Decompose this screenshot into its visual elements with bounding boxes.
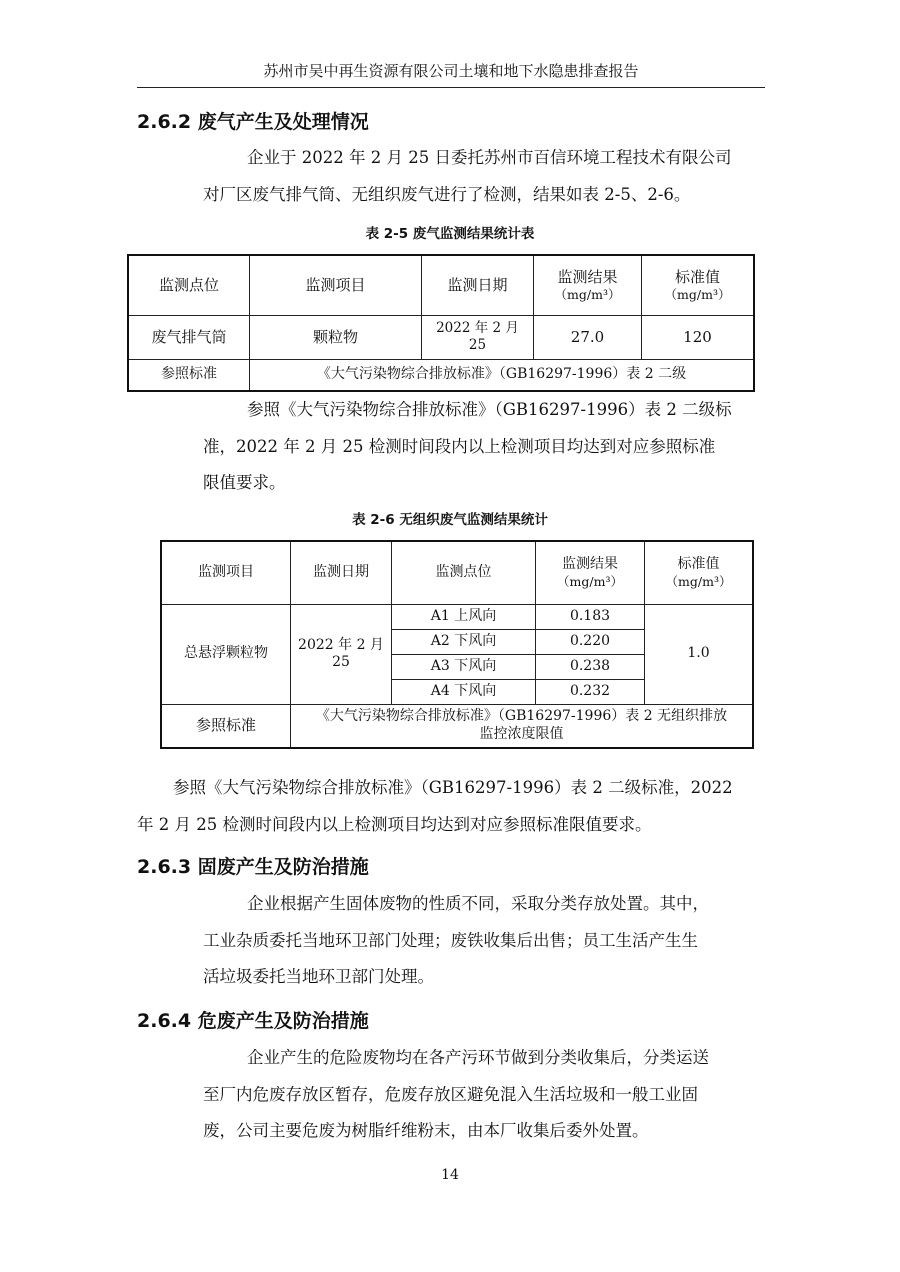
- page-header: 苏州市吴中再生资源有限公司土壤和地下水隐患排查报告: [137, 60, 765, 88]
- table-header-row: [161, 541, 753, 604]
- table-2-6-note: [137, 770, 765, 843]
- ref-line: 《大气污染物综合排放标准》（GB16297-1996）表 2 无组织排放: [315, 708, 728, 725]
- intro-line: 对厂区废气排气筒、无组织废气进行了检测，结果如表 2-5、2-6。: [203, 184, 691, 204]
- cell-date: [291, 604, 392, 704]
- table-2-5-note: [203, 392, 765, 502]
- cell-item: 总悬浮颗粒物: [161, 604, 291, 704]
- date-line: 25: [468, 337, 487, 353]
- cell-result: 0.238: [536, 654, 645, 679]
- cell-point: A1 上风向: [392, 604, 536, 629]
- unit-label: （mg/m³）: [664, 286, 731, 302]
- cell-ref-text: [291, 704, 754, 748]
- table-header-row: [128, 255, 754, 315]
- cell-ref-text: 《大气污染物综合排放标准》（GB16297-1996）表 2 二级: [250, 359, 755, 391]
- date-line: 25: [332, 654, 350, 670]
- note-line: 准，2022 年 2 月 25 检测时间段内以上检测项目均达到对应参照标准: [203, 436, 716, 456]
- cell-result: 0.220: [536, 629, 645, 654]
- section-heading-2-6-4: 2.6.4 危废产生及防治措施: [137, 1010, 369, 1032]
- date-line: 2022 年 2 月: [436, 320, 519, 337]
- cell-result: 0.232: [536, 679, 645, 704]
- table-row-reference: [161, 704, 753, 748]
- body-line: 企业根据产生固体废物的性质不同，采取分类存放处置。其中，: [247, 894, 709, 913]
- header-label: 标准值: [677, 556, 720, 573]
- section-heading-2-6-3: 2.6.3 固废产生及防治措施: [137, 856, 369, 878]
- header-cell: 监测点位: [128, 255, 250, 315]
- section-2-6-4-body: [203, 1040, 765, 1150]
- header-cell: 监测日期: [422, 255, 534, 315]
- cell-point: A4 下风向: [392, 679, 536, 704]
- intro-line: 企业于 2022 年 2 月 25 日委托苏州市百信环境工程技术有限公司: [247, 148, 732, 167]
- ref-line: 监控浓度限值: [479, 725, 564, 742]
- body-line: 至厂内危废存放区暂存，危废存放区避免混入生活垃圾和一般工业固: [203, 1084, 698, 1104]
- table-2-5-caption: 表 2-5 废气监测结果统计表: [365, 226, 535, 242]
- body-line: 企业产生的危险废物均在各产污环节做到分类收集后，分类运送: [247, 1048, 709, 1067]
- cell-ref-label: 参照标准: [128, 359, 250, 391]
- cell-point: A3 下风向: [392, 654, 536, 679]
- unit-label: （mg/m³）: [554, 286, 621, 302]
- note-line: 年 2 月 25 检测时间段内以上检测项目均达到对应参照标准限值要求。: [137, 814, 652, 834]
- header-cell: 监测日期: [291, 541, 392, 604]
- header-cell: [642, 255, 755, 315]
- cell-point: 废气排气筒: [128, 315, 250, 359]
- note-line: 参照《大气污染物综合排放标准》（GB16297-1996）表 2 二级标准，2022: [173, 778, 733, 797]
- cell-result: 27.0: [534, 315, 642, 359]
- header-cell: [534, 255, 642, 315]
- cell-ref-label: 参照标准: [161, 704, 291, 748]
- note-line: 限值要求。: [203, 473, 286, 492]
- table-row-reference: [128, 359, 754, 391]
- header-cell: 监测项目: [161, 541, 291, 604]
- section-2-6-3-body: [203, 886, 765, 996]
- section-heading-2-6-2: 2.6.2 废气产生及处理情况: [137, 111, 369, 133]
- cell-result: 0.183: [536, 604, 645, 629]
- header-cell: 监测点位: [392, 541, 536, 604]
- note-line: 参照《大气污染物综合排放标准》（GB16297-1996）表 2 二级标: [247, 400, 732, 419]
- unit-label: （mg/m³）: [557, 573, 623, 589]
- header-cell: 监测项目: [250, 255, 422, 315]
- header-label: 标准值: [674, 268, 720, 287]
- date-line: 2022 年 2 月: [298, 636, 384, 653]
- unit-label: （mg/m³）: [665, 573, 732, 589]
- header-cell: [536, 541, 645, 604]
- cell-item: 颗粒物: [250, 315, 422, 359]
- header-label: 监测结果: [557, 268, 618, 287]
- page-number: 14: [441, 1167, 459, 1183]
- cell-standard: 1.0: [645, 604, 754, 704]
- table-row: [128, 315, 754, 359]
- cell-standard: 120: [642, 315, 755, 359]
- header-cell: [645, 541, 754, 604]
- table-2-6-caption: 表 2-6 无组织废气监测结果统计: [352, 512, 548, 528]
- table-row: [161, 604, 753, 629]
- cell-date: [422, 315, 534, 359]
- exhaust-monitoring-table: [127, 254, 755, 392]
- section-2-6-2-intro: [203, 140, 765, 213]
- header-label: 监测结果: [562, 556, 618, 573]
- body-line: 工业杂质委托当地环卫部门处理；废铁收集后出售；员工生活产生生: [203, 930, 698, 950]
- body-line: 废，公司主要危废为树脂纤维粉末，由本厂收集后委外处置。: [203, 1121, 649, 1140]
- body-line: 活垃圾委托当地环卫部门处理。: [203, 967, 434, 986]
- fugitive-exhaust-table: [160, 540, 754, 749]
- cell-point: A2 下风向: [392, 629, 536, 654]
